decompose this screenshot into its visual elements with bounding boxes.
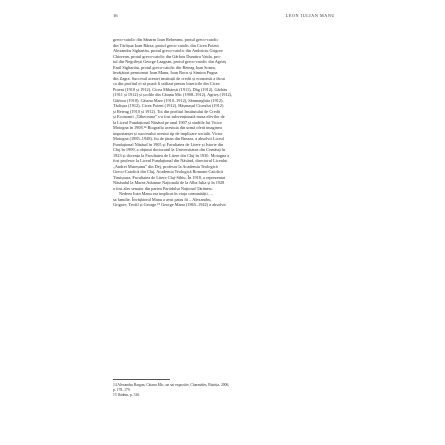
text-line: Poieni (1910 și 1912), Cicea Mihăești (1911), Dâg (1912), Gârbău <box>113 86 228 92</box>
text-line: Motogna (1885–1948), fiu de țăran din Breaza, a absolvit Liceul <box>113 136 224 142</box>
text-line: tul din Negrilești George Lazgean, protul greco-catolic din Agrieș <box>113 59 227 65</box>
text-line: din Tărlișua Ioan Bârza, protul greco-catolic din Cicea Poieni <box>113 42 219 48</box>
text-line: Alexandru Sighartău, protul greco-catolic din Ambriciu Grigore <box>113 48 223 54</box>
body-text <box>113 37 335 208</box>
text-line: învățători pensionari Ioan Manu, Ioan Bocu și Simion Pugna <box>113 70 218 76</box>
text-line: fost profesor la Liceul Fundațional din Năsăud, directorul Liceului <box>113 158 228 164</box>
text-line: a fost ales senator din partea Partidului Național Țărănesc. <box>113 185 214 191</box>
text-line: și Economii „Tăbeceana” s-a fost subvenționată masa elevilor de <box>113 114 225 120</box>
text-line: Fundațional Năsăud în 1905 și Facultatea de Litere și Istorie din <box>113 141 224 147</box>
footnote-line: 15 Ibidem, p. 316. <box>113 392 141 397</box>
running-head: LEON IULIAN MANU <box>285 13 335 18</box>
text-line: 1923 și docența la Facultatea de Litere din Cluj în 1930. Motogna a <box>113 152 230 158</box>
footnote-line: 14 Alexandru Bargan, Căianu Mic, un sat expozitiv, Charmides, Bistrița, 2006, <box>113 383 230 387</box>
text-line: Tărlișua (1912), Cicea Poieni (1912), Hășmașul Ciceului (1912) <box>113 103 224 109</box>
text-line: (1911 și 1912) și școlile din Căianu Mic (1908–1912), Agrieș (1912), <box>113 92 233 98</box>
page-header <box>113 13 335 21</box>
text-line: Greco-Catolică din Cluj, Academia Teologică Romano-Catolică <box>113 169 223 175</box>
footnote-line: p. 178–179. <box>113 387 131 392</box>
text-line: Emil Sighartău, protul greco-catolic din Reteag Ioan Sonea, <box>113 64 216 70</box>
footnote-divider <box>113 379 170 380</box>
page-number: 16 <box>113 13 118 18</box>
text-line: Nedeea Ioan Manu era implicat în viața comunității, ... <box>119 191 214 197</box>
text-line: Timișoara, Facultatea de Litere Cluj-Sibiu. În 1918, a reprezentat <box>113 174 226 180</box>
text-line: Motogna în 1908.¹⁴ Biografia acestuia din urmă oferă imaginea <box>113 125 222 131</box>
text-line: „Andrei Mureșanu” din Dej, profesor la Academia Teologică <box>113 163 218 169</box>
text-line: Gârbou (1910), Căianu Mare (1910–1912), Sânmarghita (1912), <box>113 97 224 103</box>
text-line: Grigore, Teofil și George.¹⁵ George Manu (1865–1942) a absolvit <box>113 202 226 208</box>
footnotes <box>113 383 335 398</box>
text-line: Năsăudul la Marea Adunare Națională de la Alba Iulia și în 1928 <box>113 180 225 186</box>
text-line: la Liceul Fundațional Năsăud pe anul 1907 și studiile lui Victor <box>113 119 222 125</box>
text-line: importanței și succesului acestui tip de implicare socială. Victor <box>113 130 223 136</box>
text-line: Cluj în 1909, a obținut doctoratul la Universitatea din Cernăuți în <box>113 147 226 153</box>
text-line: Chiorean, protul greco-catolic din Gârbou Dumitru Vaida, pro- <box>113 53 221 59</box>
text-line: și Reteag (1910 și 1912). Tot din profitul Institutului de Credit <box>113 108 221 114</box>
text-line: sa familie. Învățătorul Manu a avut patru fii – Alexandru, <box>113 196 212 202</box>
text-line: greco-catolic din Sânarm Ioan Rebreanu, protul greco-catolic <box>113 37 219 42</box>
text-line: din Zagra. Succesul acestei instituții de credit și economii a făcut <box>113 75 225 81</box>
text-line: ca din profitul ei să poată fi utilizat pentru bisericile din Cicea <box>113 81 220 87</box>
